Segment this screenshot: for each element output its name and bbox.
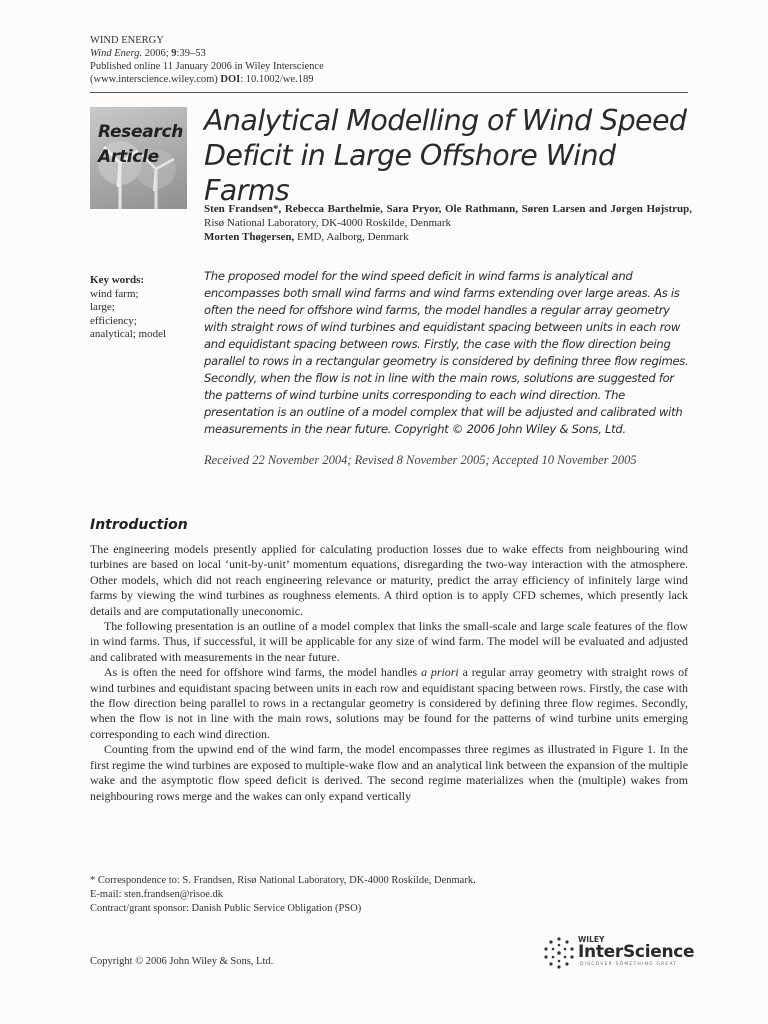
logo-interscience-text: InterScience [578, 942, 695, 962]
badge-text [98, 120, 183, 170]
author-affiliation-2: EMD, Aalborg, Denmark [294, 231, 409, 243]
grant-note: Contract/grant sponsor: Danish Public Service Obligation (PSO) [90, 903, 362, 914]
author-affiliation-1: Risø National Laboratory, DK-4000 Roskilde, Denmark [204, 217, 452, 229]
introduction-body [90, 542, 688, 804]
badge-line-2: Article [98, 147, 159, 167]
journal-name: WIND ENERGY [90, 35, 164, 46]
doi-label: DOI [220, 74, 241, 85]
citation [90, 47, 324, 60]
paragraph: The following presentation is an outline of a model complex that links the small-scale and large scale features of the flow in wind farms. Thus, if successful, it will be applicable for any size of wind farm. The model will be evaluated and adjusted and calibrated with measurements in the near future. [90, 619, 688, 664]
keyword-item: efficiency; [90, 314, 137, 327]
author-block [204, 202, 692, 244]
author-names-1: Sten Frandsen*, Rebecca Barthelmie, Sara Pryor, Ole Rathmann, Søren Larsen and Jørgen Højstrup, [204, 203, 692, 215]
abstract: The proposed model for the wind speed deficit in wind farms is analytical and encompasses both small wind farms and wind farms extending over large areas. As is often the need for offshore wind farms, the model handles a regular array geometry with straight rows of wind turbines and equidistant spacing between units in each row and equidistant spacing between rows. Firstly, the case with the flow direction being parallel to rows in a rectangular geometry is considered by defining three flow regimes. Secondly, when the flow is not in line with the main rows, solutions are suggested for the patterns of wind turbine units corresponding to each wind direction. The presentation is an outline of a model complex that will be adjusted and calibrated with measurements in the near future. Copyright © 2006 John Wiley & Sons, Ltd. [204, 269, 689, 436]
journal-header [90, 34, 324, 86]
keywords-heading: Key words: [90, 274, 145, 286]
badge-line-1: Research [98, 122, 184, 142]
paragraph-text: As is often the need for offshore wind farms, the model handles [104, 665, 422, 680]
citation-pages: :39–53 [176, 48, 206, 59]
author-line-2 [204, 230, 692, 244]
wiley-interscience-logo[interactable] [542, 932, 695, 972]
section-heading-introduction: Introduction [90, 517, 188, 533]
author-line-1 [204, 202, 692, 230]
keywords [90, 274, 166, 342]
copyright-footer: Copyright © 2006 John Wiley & Sons, Ltd. [90, 956, 274, 967]
logo-wiley-text: WILEY [578, 935, 605, 944]
citation-year: 2006; [144, 48, 169, 59]
paper-title: Analytical Modelling of Wind Speed Deficit in Large Offshore Wind Farms [204, 104, 687, 207]
paragraph-text: a regular array geometry with straight rows of wind turbines and equidistant spacing between units in each row and equidistant spacing between rows. Firstly, the case with the flow direction being parallel to rows in a rectangular geometry is considered by defining three flow regimes. Secondly, when the flow is not in line with the main rows, solutions may be found for the patterns of wind turbine units emerging corresponding to each wind direction. [90, 665, 688, 741]
paragraph: Counting from the upwind end of the wind farm, the model encompasses three regimes as illustrated in Figure 1. In the first regime the wind turbines are exposed to multiple-wake flow and an analytical link between the expansion of the multiple wake and the asymptotic flow speed deficit is derived. The second regime materializes when the (multiple) wakes from neighbouring rows merge and the wakes can only expand vertically [90, 742, 688, 803]
logo-tagline: DISCOVER SOMETHING GREAT [580, 962, 678, 967]
emphasis-text: a priori [421, 665, 459, 680]
keyword-item: wind farm; [90, 287, 139, 300]
keyword-item: analytical; model [90, 328, 167, 340]
published-line: Published online 11 January 2006 in Wiley Interscience [90, 61, 324, 72]
citation-volume: 9 [171, 48, 177, 59]
author-names-2: Morten Thøgersen, [204, 231, 295, 243]
email-note[interactable]: E-mail: sten.frandsen@risoe.dk [90, 889, 224, 900]
header-rule [90, 92, 688, 93]
correspondence-note: * Correspondence to: S. Frandsen, Risø National Laboratory, DK-4000 Roskilde, Denmark. [90, 875, 476, 886]
doi-line [90, 73, 324, 86]
received-dates: Received 22 November 2004; Revised 8 November 2005; Accepted 10 November 2005 [204, 453, 637, 467]
keyword-item: large; [90, 301, 115, 313]
research-article-badge [90, 107, 187, 209]
paragraph: The engineering models presently applied for calculating production losses due to wake effects from neighbouring wind turbines are based on local ‘unit-by-unit’ momentum equations, disregarding the two-way interaction with the atmosphere. Other models, which did not reach engineering relevance or maturity, predict the array efficiency of infinitely large wind farms by viewing the wind turbines as roughness elements. A third option is to apply CFD schemes, which presently lack details and are computationally uneconomic. [90, 542, 688, 618]
footnotes [90, 874, 476, 916]
citation-journal: Wind Energ. [90, 48, 143, 59]
doi-value[interactable]: : 10.1002/we.189 [240, 74, 314, 85]
wiley-logo-icon [542, 936, 576, 970]
site-link[interactable]: (www.interscience.wiley.com) [90, 74, 218, 85]
paragraph [90, 665, 688, 742]
